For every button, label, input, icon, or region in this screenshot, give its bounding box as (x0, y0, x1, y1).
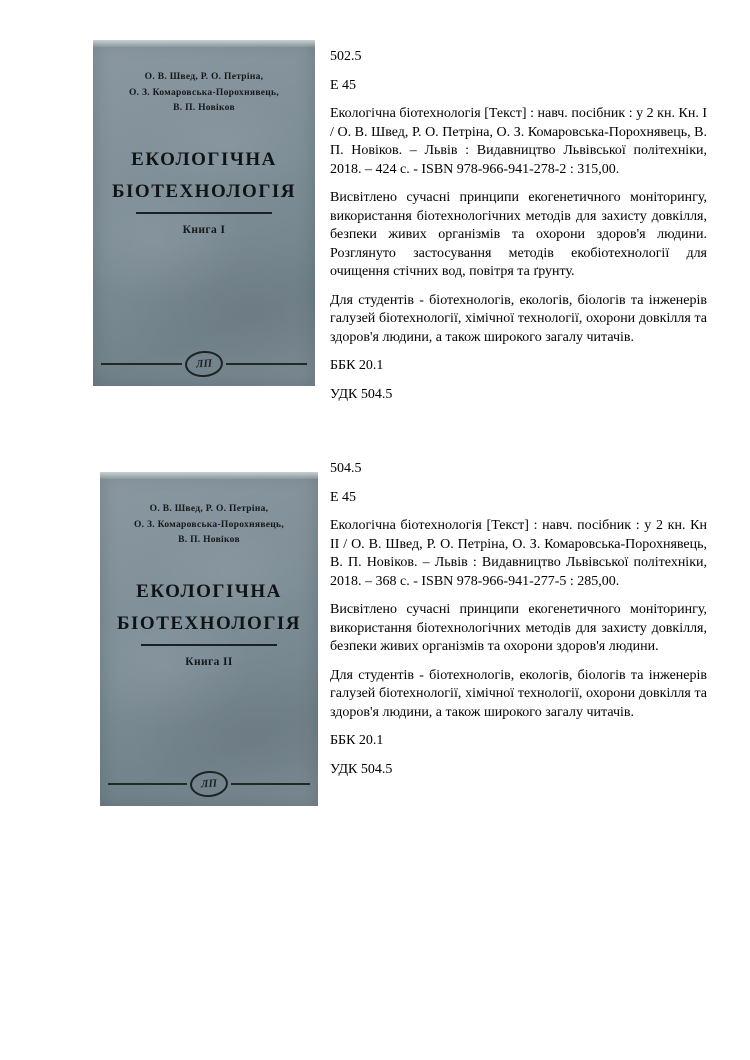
cover-authors-line: В. П. Новіков (173, 103, 235, 113)
annotation-audience: Для студентів - біотехнологів, екологів, біологів та інженерів галузей біотехнології, хімічної технології, охорони довкілля та здоров'я людини, а також широкого загалу читачів. (330, 667, 707, 720)
publisher-logo-row (101, 351, 307, 377)
cover-title-line: ЕКОЛОГІЧНА (131, 149, 277, 170)
publisher-logo-icon: ЛП (184, 350, 224, 379)
cover-title (100, 576, 318, 640)
book-cover-image (100, 472, 318, 806)
udk-index: УДК 504.5 (330, 386, 393, 402)
annotation-audience: Для студентів - біотехнологів, екологів, біологів та інженерів галузей біотехнології, хімічної технології, охорони довкілля та здоров'я людини, а також широкого загалу читачів. (330, 292, 707, 345)
title-divider (136, 212, 272, 214)
cover-title (93, 144, 315, 208)
book-number-label: Книга ІІ (185, 656, 233, 668)
udk-index: УДК 504.5 (330, 761, 393, 777)
annotation-summary: Висвітлено сучасні принципи екогенетичного моніторингу, використання біотехнологічних методів для захисту довкілля, безпеки живих організмів та охорони здоров'я людини. (330, 602, 707, 654)
bbk-index: ББК 20.1 (330, 733, 384, 748)
logo-divider-line (101, 363, 182, 365)
entry-text-block (330, 48, 707, 414)
cover-authors (93, 70, 315, 117)
author-sign: Е 45 (330, 489, 357, 505)
book-number-label: Книга І (182, 224, 226, 236)
cover-authors-line: О. В. Швед, Р. О. Петріна, (144, 72, 264, 82)
cover-title-line: БІОТЕХНОЛОГІЯ (116, 613, 302, 634)
cover-authors-line: О. З. Комаровська-Порохнявець, (133, 519, 285, 530)
book-cover-image (93, 40, 315, 386)
logo-divider-line (231, 783, 310, 785)
cover-title-line: ЕКОЛОГІЧНА (136, 581, 282, 602)
cover-authors-line: В. П. Новіков (178, 535, 240, 545)
author-sign: Е 45 (330, 77, 357, 93)
title-divider (141, 644, 277, 646)
cover-title-line: БІОТЕХНОЛОГІЯ (111, 181, 297, 202)
bbk-index: ББК 20.1 (330, 358, 384, 373)
bibliographic-description: Екологічна біотехнологія [Текст] : навч. посібник : у 2 кн. Кн ІІ / О. В. Швед, Р. О. Петріна, О. З. Комаровська-Порохнявець, В. П. Новіков. – Львів : Видавництво Львівської політехніки, 2018. – 368 с. - ISBN 978-966-941-277-5 : 285,00. (330, 518, 707, 589)
logo-divider-line (108, 783, 187, 785)
call-number: 502.5 (330, 49, 362, 64)
publisher-logo-row (108, 771, 310, 797)
cover-authors-line: О. З. Комаровська-Порохнявець, (128, 87, 280, 98)
cover-authors-line: О. В. Швед, Р. О. Петріна, (149, 504, 269, 514)
annotation-summary: Висвітлено сучасні принципи екогенетичного моніторингу, використання біотехнологічних методів для захисту довкілля, безпеки живих організмів та охорони здоров'я людини. Розглянуто застосування методів екобіотехнології для очищення стічних вод, повітря та ґрунту. (330, 190, 707, 279)
publisher-logo-icon: ЛП (189, 770, 229, 799)
logo-divider-line (226, 363, 307, 365)
cover-authors (100, 502, 318, 549)
call-number: 504.5 (330, 461, 362, 476)
bibliographic-description: Екологічна біотехнологія [Текст] : навч. посібник : у 2 кн. Кн. І / О. В. Швед, Р. О. Петріна, О. З. Комаровська-Порохнявець, В. П. Новіков. – Львів : Видавництво Львівської політехніки, 2018. – 424 с. - ISBN 978-966-941-278-2 : 315,00. (330, 106, 707, 177)
entry-text-block (330, 460, 707, 789)
